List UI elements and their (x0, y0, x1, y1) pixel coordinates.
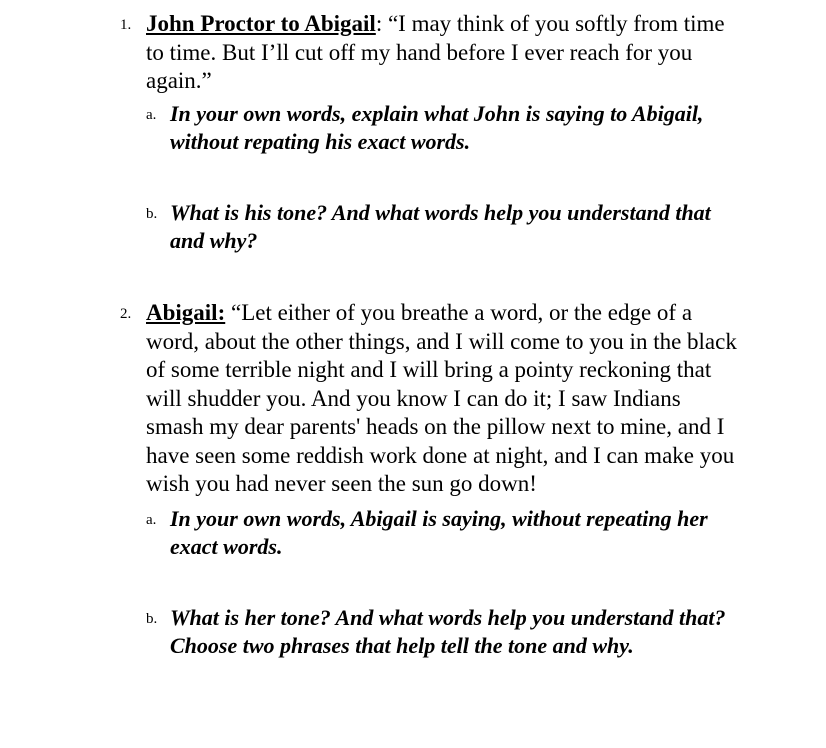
speaker-separator: : (375, 11, 383, 36)
sub-question-marker: b. (146, 610, 158, 627)
speaker-label: John Proctor to Abigail (146, 11, 376, 36)
list-number: 1. (120, 17, 132, 33)
quote-text: “I may think of you softly from time to time. But I’ll cut off my hand before I ever reach for you again.” (146, 11, 725, 93)
sub-question-marker: b. (146, 205, 158, 222)
quote-paragraph (120, 299, 740, 499)
sub-question-b (120, 604, 730, 661)
sub-question-marker: a. (146, 106, 157, 123)
quote-paragraph (120, 10, 740, 96)
question-item-2 (120, 299, 740, 661)
sub-question-a (120, 505, 730, 562)
sub-question-text: In your own words, Abigail is saying, without repeating her exact words. (170, 505, 708, 559)
sub-question-text: In your own words, explain what John is saying to Abigail, without repating his exact words. (170, 100, 704, 154)
quote-text: “Let either of you breathe a word, or the edge of a word, about the other things, and I will come to you in the black of some terrible night and I will bring a pointy reckoning that will shudder you. And you know I can do it; I saw Indians smash my dear parents' heads on the pillow next to mine, and I have seen some reddish work done at night, and I can make you wish you had never seen the sun go down! (146, 300, 737, 496)
sub-question-text: What is her tone? And what words help you understand that? Choose two phrases that help tell the tone and why. (170, 604, 726, 658)
sub-question-b (120, 199, 730, 256)
speaker-label: Abigail: (146, 300, 226, 325)
sub-question-a (120, 100, 730, 157)
question-item-1 (120, 10, 740, 256)
sub-question-text: What is his tone? And what words help you understand that and why? (170, 199, 711, 253)
list-number: 2. (120, 306, 132, 322)
sub-question-marker: a. (146, 511, 157, 528)
